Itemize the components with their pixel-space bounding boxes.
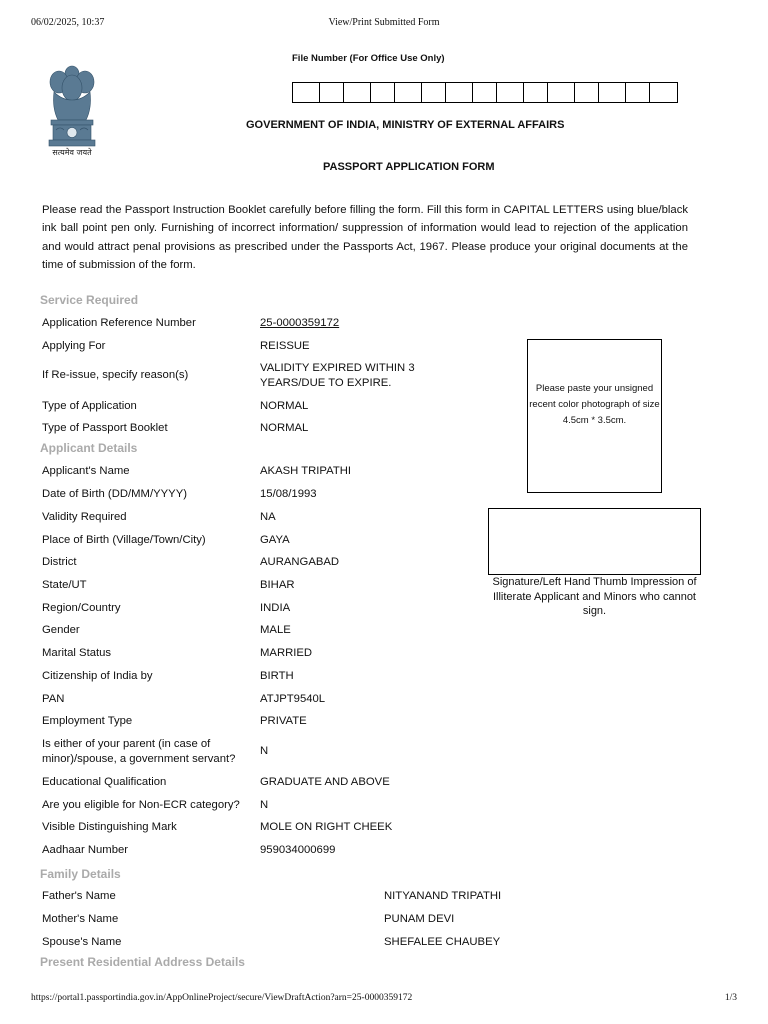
government-title: GOVERNMENT OF INDIA, MINISTRY OF EXTERNAL AFFAIRS — [246, 119, 565, 131]
file-number-box — [422, 83, 446, 102]
value-reissue-reason: VALIDITY EXPIRED WITHIN 3 YEARS/DUE TO EXPIRE. — [260, 362, 415, 389]
file-number-box — [599, 83, 626, 102]
label-type-of-passport-booklet: Type of Passport Booklet — [42, 422, 168, 434]
value-region-country: INDIA — [260, 602, 291, 614]
label-type-of-application: Type of Application — [42, 400, 137, 412]
file-number-boxes — [292, 82, 678, 103]
label-validity-required: Validity Required — [42, 511, 127, 523]
label-citizenship: Citizenship of India by — [42, 670, 153, 682]
file-number-box — [650, 83, 677, 102]
value-application-reference-number: 25-0000359172 — [260, 317, 340, 329]
value-type-of-passport-booklet: NORMAL — [260, 422, 309, 434]
value-father-name: NITYANAND TRIPATHI — [384, 890, 502, 902]
file-number-box — [497, 83, 524, 102]
value-distinguishing-mark: MOLE ON RIGHT CHEEK — [260, 821, 393, 833]
value-state-ut: BIHAR — [260, 579, 295, 591]
value-place-of-birth: GAYA — [260, 534, 290, 546]
section-applicant-details: Applicant Details — [40, 441, 138, 455]
national-emblem-icon — [42, 64, 102, 160]
file-number-box — [446, 83, 473, 102]
photo-box — [527, 339, 662, 493]
label-employment-type: Employment Type — [42, 715, 133, 727]
label-region-country: Region/Country — [42, 602, 121, 614]
value-spouse-name: SHEFALEE CHAUBEY — [384, 936, 501, 948]
label-date-of-birth: Date of Birth (DD/MM/YYYY) — [42, 488, 188, 500]
value-parent-govt-servant: N — [260, 745, 269, 757]
label-mother-name: Mother's Name — [42, 913, 119, 925]
value-applicant-name: AKASH TRIPATHI — [260, 465, 352, 477]
label-non-ecr-eligible: Are you eligible for Non-ECR category? — [42, 799, 240, 811]
section-family-details: Family Details — [40, 867, 121, 881]
file-number-box — [548, 83, 575, 102]
file-number-box — [473, 83, 497, 102]
instructions-paragraph: Please read the Passport Instruction Booklet carefully before filling the form. Fill this form in CAPITAL LETTERS using blue/black ink ball point pen only. Furnishing of incorrect information/ suppression of information would lead to rejection of the application and would attract penal provisions as prescribed under the Passports Act, 1967. Please produce your original documents at the time of submission of the form. — [42, 204, 688, 271]
form-title: PASSPORT APPLICATION FORM — [323, 161, 495, 173]
section-service-required: Service Required — [40, 293, 139, 307]
value-aadhaar-number: 959034000699 — [260, 844, 336, 856]
label-pan: PAN — [42, 693, 65, 705]
file-number-box — [524, 83, 548, 102]
signature-caption: Signature/Left Hand Thumb Impression of Illiterate Applicant and Minors who cannot sign. — [492, 576, 697, 617]
file-number-box — [575, 83, 599, 102]
photo-instruction: Please paste your unsigned recent color photograph of size 4.5cm * 3.5cm. — [529, 383, 660, 426]
value-citizenship: BIRTH — [260, 670, 294, 682]
label-application-reference-number: Application Reference Number — [42, 317, 196, 329]
label-applying-for: Applying For — [42, 340, 106, 352]
label-place-of-birth: Place of Birth (Village/Town/City) — [42, 534, 206, 546]
signature-box — [488, 508, 701, 575]
file-number-box — [626, 83, 650, 102]
label-aadhaar-number: Aadhaar Number — [42, 844, 129, 856]
value-mother-name: PUNAM DEVI — [384, 913, 455, 925]
label-district: District — [42, 556, 77, 568]
file-number-box — [371, 83, 395, 102]
value-gender: MALE — [260, 624, 291, 636]
section-present-address: Present Residential Address Details — [40, 955, 245, 969]
print-title: View/Print Submitted Form — [328, 17, 440, 28]
print-date: 06/02/2025, 10:37 — [31, 17, 105, 28]
value-validity-required: NA — [260, 511, 276, 523]
file-number-box — [395, 83, 422, 102]
emblem-motto: सत्यमेव जयते — [52, 148, 92, 157]
file-number-box — [293, 83, 320, 102]
value-district: AURANGABAD — [260, 556, 340, 568]
value-type-of-application: NORMAL — [260, 400, 309, 412]
footer-url: https://portal1.passportindia.gov.in/AppOnlineProject/secure/ViewDraftAction?arn=25-0000359172 — [31, 993, 413, 1003]
value-educational-qualification: GRADUATE AND ABOVE — [260, 776, 390, 788]
value-employment-type: PRIVATE — [260, 715, 307, 727]
label-parent-govt-servant: Is either of your parent (in case of minor)/spouse, a government servant? — [42, 738, 236, 765]
value-pan: ATJPT9540L — [260, 693, 326, 705]
footer-page-number: 1/3 — [724, 993, 737, 1003]
value-applying-for: REISSUE — [260, 340, 310, 352]
label-gender: Gender — [42, 624, 80, 636]
file-number-box — [320, 83, 344, 102]
label-distinguishing-mark: Visible Distinguishing Mark — [42, 821, 177, 833]
value-date-of-birth: 15/08/1993 — [260, 488, 317, 500]
file-number-box — [344, 83, 371, 102]
label-father-name: Father's Name — [42, 890, 116, 902]
label-applicant-name: Applicant's Name — [42, 465, 130, 477]
value-marital-status: MARRIED — [260, 647, 313, 659]
label-reissue-reason: If Re-issue, specify reason(s) — [42, 369, 189, 381]
label-spouse-name: Spouse's Name — [42, 936, 122, 948]
label-educational-qualification: Educational Qualification — [42, 776, 167, 788]
label-state-ut: State/UT — [42, 579, 87, 591]
value-non-ecr-eligible: N — [260, 799, 269, 811]
label-marital-status: Marital Status — [42, 647, 112, 659]
file-number-label: File Number (For Office Use Only) — [292, 53, 445, 64]
